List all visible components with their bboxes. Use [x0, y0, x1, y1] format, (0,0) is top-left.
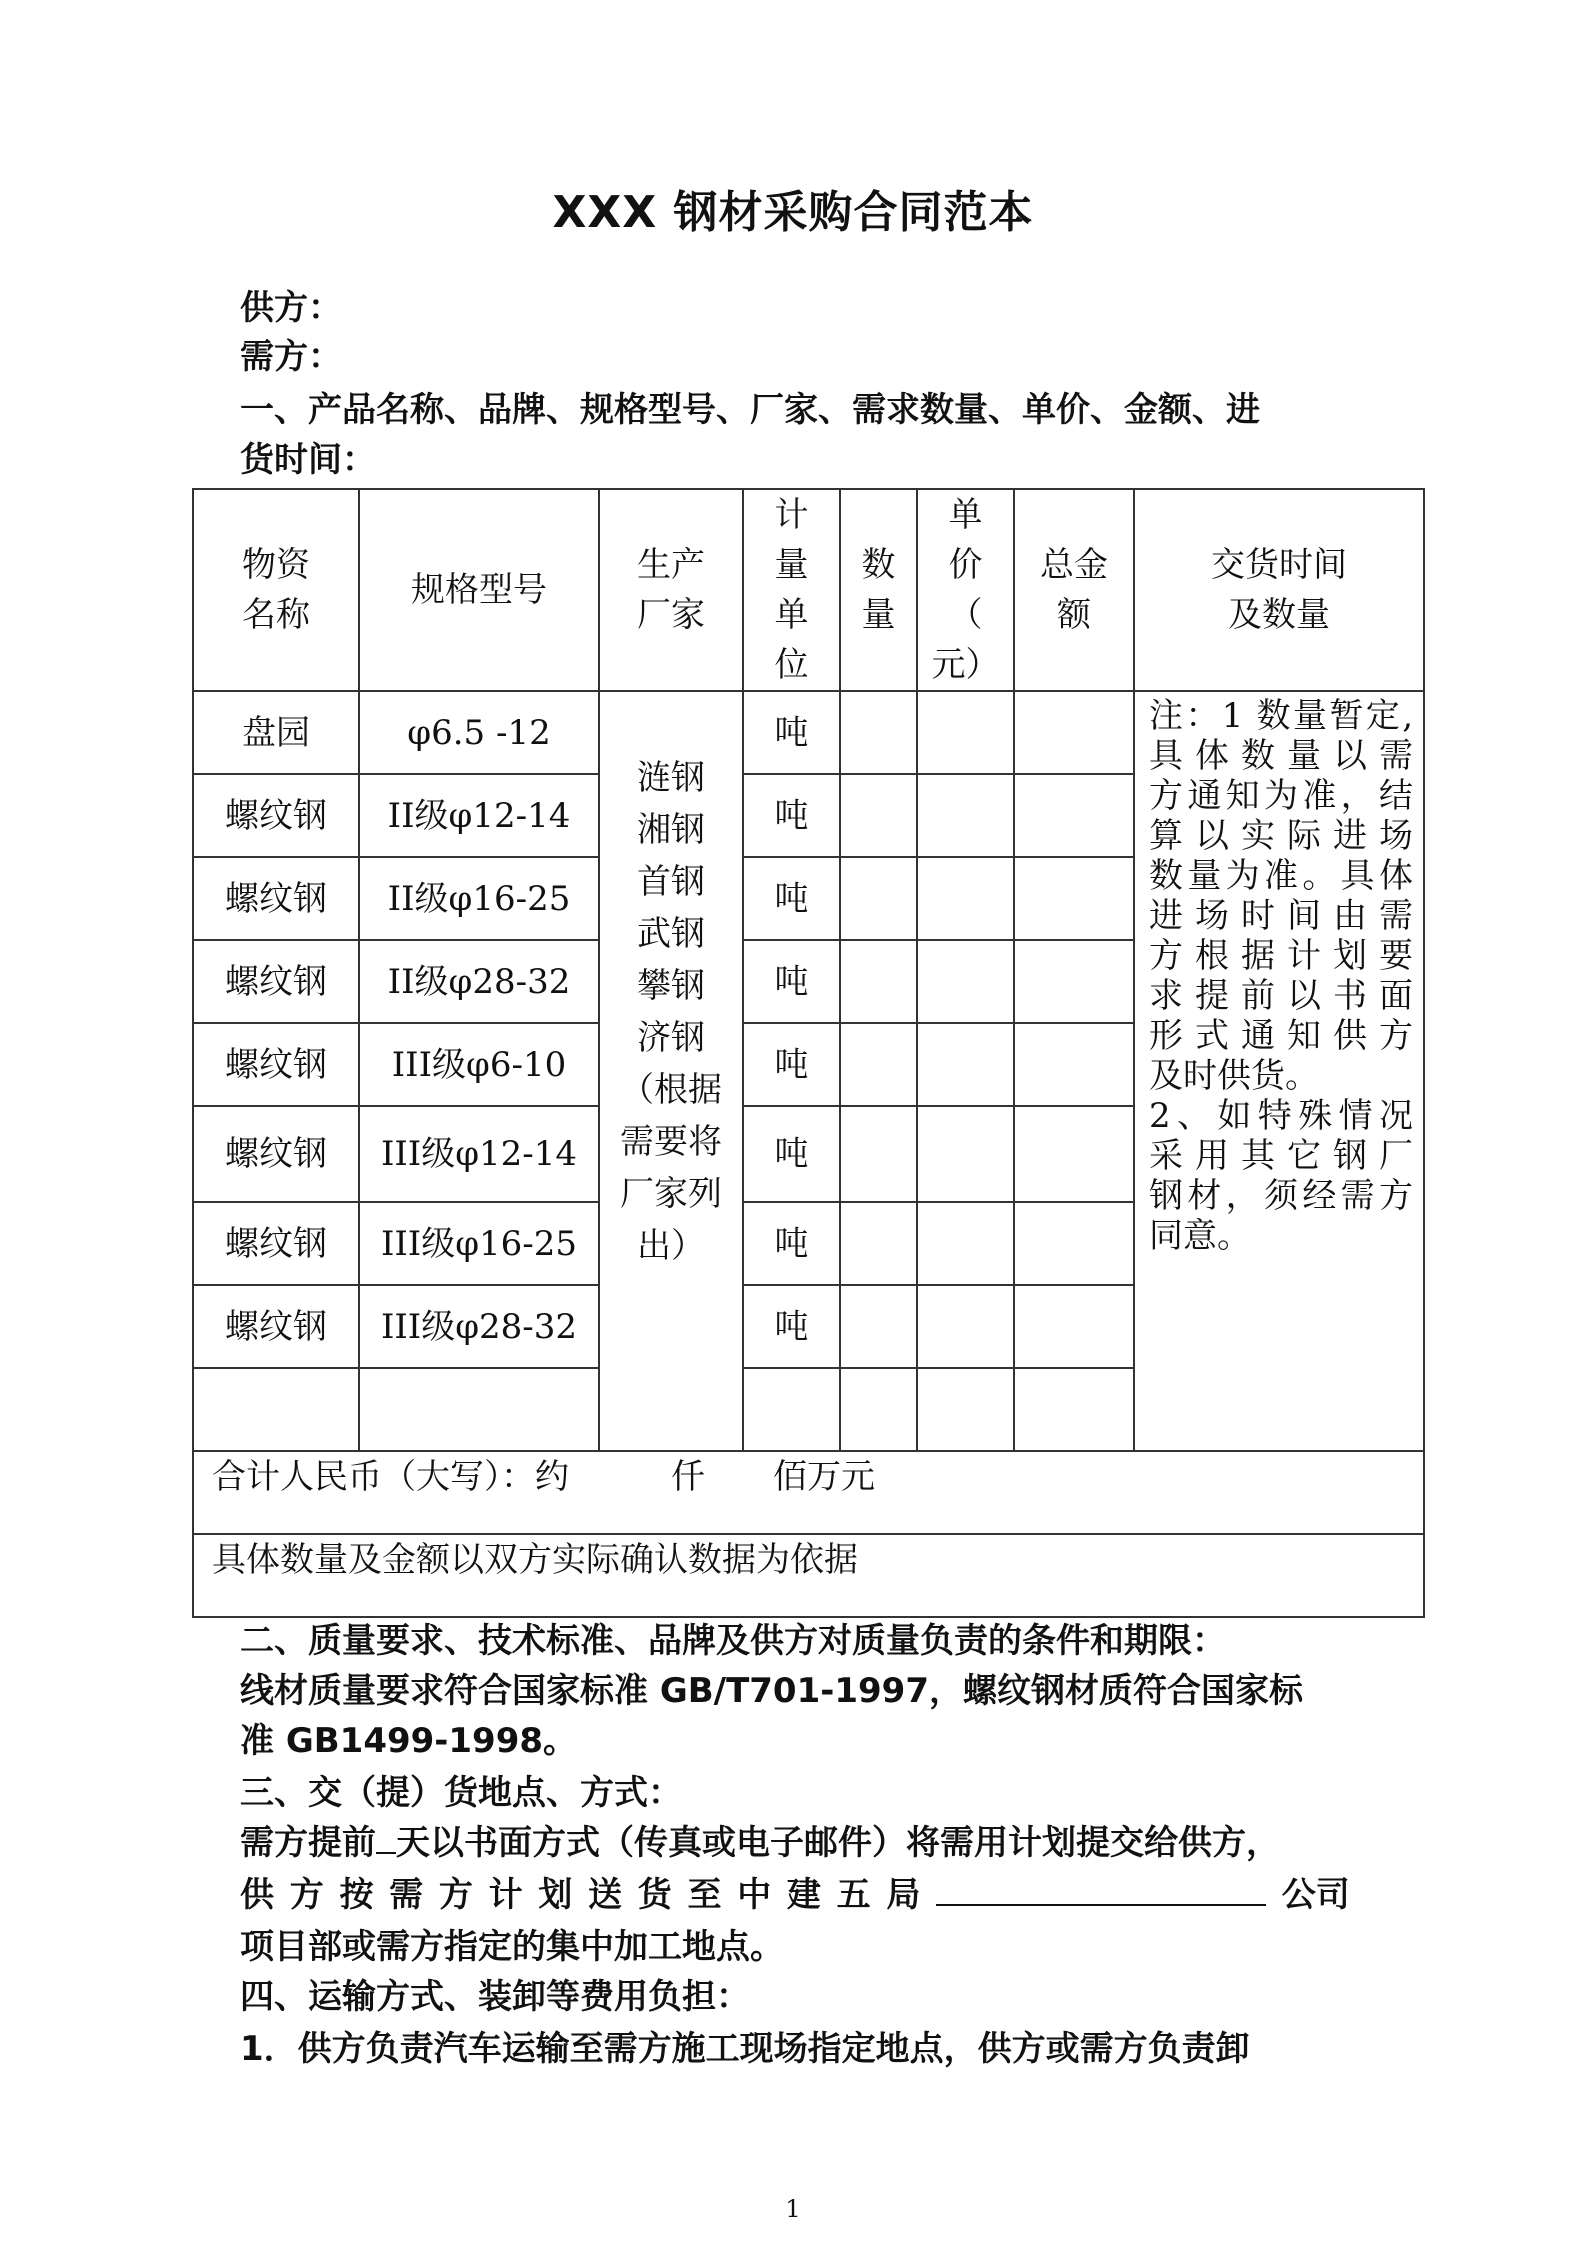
row-price [917, 1023, 1014, 1106]
section3-heading: 三、交（提）货地点、方式： [240, 1773, 682, 1813]
sum-text: 合计人民币（大写）：约 仟 佰万元 [193, 1451, 1424, 1534]
document-title: XXX 钢材采购合同范本 [552, 187, 1034, 238]
header-price: 单 价 （ 元） [917, 489, 1014, 691]
row-spec: II级φ12-14 [359, 774, 599, 857]
sum-row [193, 1451, 1424, 1534]
row-spec: III级φ12-14 [359, 1106, 599, 1202]
row-name: 螺纹钢 [193, 1023, 359, 1106]
row-qty [840, 940, 917, 1023]
row-unit: 吨 [743, 1202, 840, 1285]
company-blank[interactable] [936, 1870, 1266, 1906]
row-qty [840, 1202, 917, 1285]
row-unit: 吨 [743, 1285, 840, 1368]
row-spec: III级φ16-25 [359, 1202, 599, 1285]
header-factory: 生产 厂家 [599, 489, 743, 691]
header-unit: 计 量 单 位 [743, 489, 840, 691]
row-price [917, 774, 1014, 857]
section2-body-line2: 准 GB1499-1998。 [240, 1721, 578, 1761]
row-total [1014, 940, 1134, 1023]
basis-text: 具体数量及金额以双方实际确认数据为依据 [193, 1534, 1424, 1617]
row-name: 螺纹钢 [193, 857, 359, 940]
table-header-row [193, 489, 1424, 691]
row-unit: 吨 [743, 940, 840, 1023]
row-qty [840, 774, 917, 857]
row-unit: 吨 [743, 1023, 840, 1106]
row-spec: φ6.5 -12 [359, 691, 599, 774]
row-price [917, 940, 1014, 1023]
header-total: 总金 额 [1014, 489, 1134, 691]
row-price [917, 857, 1014, 940]
row-total [1014, 1285, 1134, 1368]
row-spec: II级φ16-25 [359, 857, 599, 940]
row-name: 盘园 [193, 691, 359, 774]
row-price [917, 1202, 1014, 1285]
row-name: 螺纹钢 [193, 774, 359, 857]
row-qty [840, 857, 917, 940]
section1-heading-line1: 一、产品名称、品牌、规格型号、厂家、需求数量、单价、金额、进 [240, 390, 1260, 430]
section3-body-line1: 需方提前 天以书面方式（传真或电子邮件）将需用计划提交给供方， [240, 1818, 1350, 1868]
row-unit: 吨 [743, 691, 840, 774]
row-price [917, 1106, 1014, 1202]
row-qty [840, 1023, 917, 1106]
header-delivery: 交货时间 及数量 [1134, 489, 1424, 691]
row-name: 螺纹钢 [193, 1202, 359, 1285]
row-total [1014, 857, 1134, 940]
section2-body-line1: 线材质量要求符合国家标准 GB/T701-1997，螺纹钢材质符合国家标 [240, 1671, 1303, 1711]
row-spec: III级φ28-32 [359, 1285, 599, 1368]
row-name: 螺纹钢 [193, 1285, 359, 1368]
row-total [1014, 1106, 1134, 1202]
supplier-label: 供方： [240, 288, 342, 328]
row-spec: II级φ28-32 [359, 940, 599, 1023]
section3-body-line2: 供 方 按 需 方 计 划 送 货 至 中 建 五 局 公司 [240, 1870, 1350, 1920]
table-row [193, 691, 1424, 774]
section4-body-line1: 1．供方负责汽车运输至需方施工现场指定地点，供方或需方负责卸 [240, 2029, 1250, 2069]
row-qty [840, 1106, 917, 1202]
row-name: 螺纹钢 [193, 1106, 359, 1202]
section3-body-line3: 项目部或需方指定的集中加工地点。 [240, 1927, 784, 1967]
header-spec: 规格型号 [359, 489, 599, 691]
buyer-label: 需方： [240, 337, 342, 377]
row-total [1014, 774, 1134, 857]
row-unit: 吨 [743, 774, 840, 857]
row-name: 螺纹钢 [193, 940, 359, 1023]
section4-heading: 四、运输方式、装卸等费用负担： [240, 1977, 750, 2017]
row-price [917, 1285, 1014, 1368]
row-unit: 吨 [743, 857, 840, 940]
product-table [192, 488, 1425, 1618]
row-qty [840, 1285, 917, 1368]
row-spec: III级φ6-10 [359, 1023, 599, 1106]
section2-heading: 二、质量要求、技术标准、品牌及供方对质量负责的条件和期限： [240, 1621, 1226, 1661]
row-total [1014, 691, 1134, 774]
row-unit: 吨 [743, 1106, 840, 1202]
header-material: 物资 名称 [193, 489, 359, 691]
row-price [917, 691, 1014, 774]
row-qty [840, 691, 917, 774]
section1-heading-line2: 货时间： [240, 440, 376, 480]
header-qty: 数 量 [840, 489, 917, 691]
row-total [1014, 1023, 1134, 1106]
factory-cell: 涟钢 湘钢 首钢 武钢 攀钢 济钢 （根据 需要将 厂家列 出） [599, 691, 743, 1451]
delivery-note-cell: 注：1 数量暂定, 具体数量以需 方通知为准，结 算以实际进场 数量为准。具体 进场时间由需 方根据计划要 求提前以书面 形式通知供方 及时供货。 2、如特殊情况 采用其它钢厂 钢材，须经需方 同意。 [1134, 691, 1424, 1451]
days-blank[interactable] [376, 1818, 396, 1854]
page-number: 1 [785, 2195, 801, 2223]
basis-row [193, 1534, 1424, 1617]
row-total [1014, 1202, 1134, 1285]
